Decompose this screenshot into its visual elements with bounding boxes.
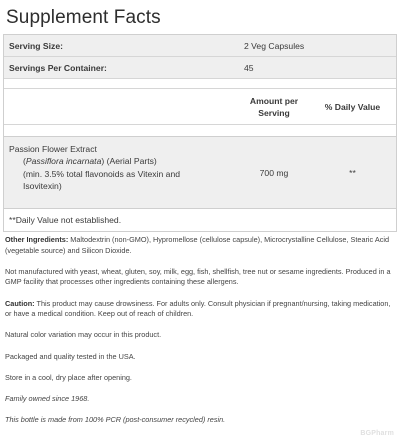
- watermark: BGPharm: [360, 430, 394, 437]
- ingredient-amount: 700 mg: [259, 167, 289, 178]
- allergen-notice: Not manufactured with yeast, wheat, gluten, soy, milk, egg, fish, shellfish, tree nut or sesame ingredients. Produced in a GMP facility that processes other ingredients containing these allergens.: [5, 266, 391, 287]
- color-variation-note: Natural color variation may occur in this product.: [5, 330, 162, 340]
- packaged-note: Packaged and quality tested in the USA.: [5, 351, 136, 361]
- ingredient-note-line2: Isovitexin): [23, 180, 62, 191]
- label-notes: [5, 235, 397, 436]
- other-ingredients-text: Maltodextrin (non-GMO), Hypromellose (cellulose capsule), Microcrystalline Cellulose, Stearic Acid (vegetable source) and Silicon Dioxide.: [5, 235, 390, 255]
- daily-value-header: % Daily Value: [324, 101, 381, 112]
- ingredient-latin-name: Passiflora incarnata: [25, 156, 102, 167]
- storage-note: Store in a cool, dry place after opening.: [5, 372, 132, 382]
- supplement-facts-title: Supplement Facts: [6, 7, 161, 28]
- bottle-note-text: This bottle is made from 100% PCR (post-consumer recycled) resin.: [5, 415, 226, 425]
- serving-size-value: 2 Veg Capsules: [244, 40, 305, 51]
- ingredient-daily-value: **: [349, 167, 356, 178]
- ingredient-note-line1: (min. 3.5% total flavonoids as Vitexin and: [23, 168, 181, 179]
- ingredient-name: Passion Flower Extract: [9, 144, 97, 154]
- other-ingredients-label: Other Ingredients:: [5, 235, 69, 244]
- footnote: **Daily Value not established.: [9, 215, 122, 225]
- serving-size-row: [4, 35, 396, 57]
- ingredient-part: (Aerial Parts): [104, 156, 157, 167]
- table-spacer: [4, 125, 396, 137]
- ingredient-row: [4, 137, 396, 209]
- serving-size-label: Serving Size:: [9, 40, 63, 51]
- caution-statement: [5, 299, 397, 320]
- servings-per-container-label: Servings Per Container:: [9, 62, 107, 73]
- amount-header-line2: Serving: [258, 107, 290, 118]
- servings-per-container-value: 45: [244, 62, 254, 73]
- caution-label: Caution:: [5, 298, 35, 308]
- servings-per-container-row: [4, 57, 396, 79]
- family-owned-note: [5, 394, 397, 405]
- family-owned-text: Family owned since 1968.: [5, 393, 90, 403]
- ingredient-source: (Passiflora incarnata) (Aerial Parts): [23, 156, 157, 167]
- supplement-facts-table: [3, 34, 397, 232]
- ingredient-description: [4, 137, 239, 192]
- bottle-note: [5, 415, 397, 426]
- caution-text: This product may cause drowsiness. For adults only. Consult physician if pregnant/nursing, taking medication, or have a medical condition. Keep out of reach of children.: [5, 298, 391, 319]
- table-header-row: [4, 89, 396, 125]
- amount-per-serving-header: [239, 95, 309, 119]
- header-gap: [4, 79, 396, 89]
- other-ingredients: [5, 235, 397, 256]
- amount-header-line1: Amount per: [249, 95, 299, 106]
